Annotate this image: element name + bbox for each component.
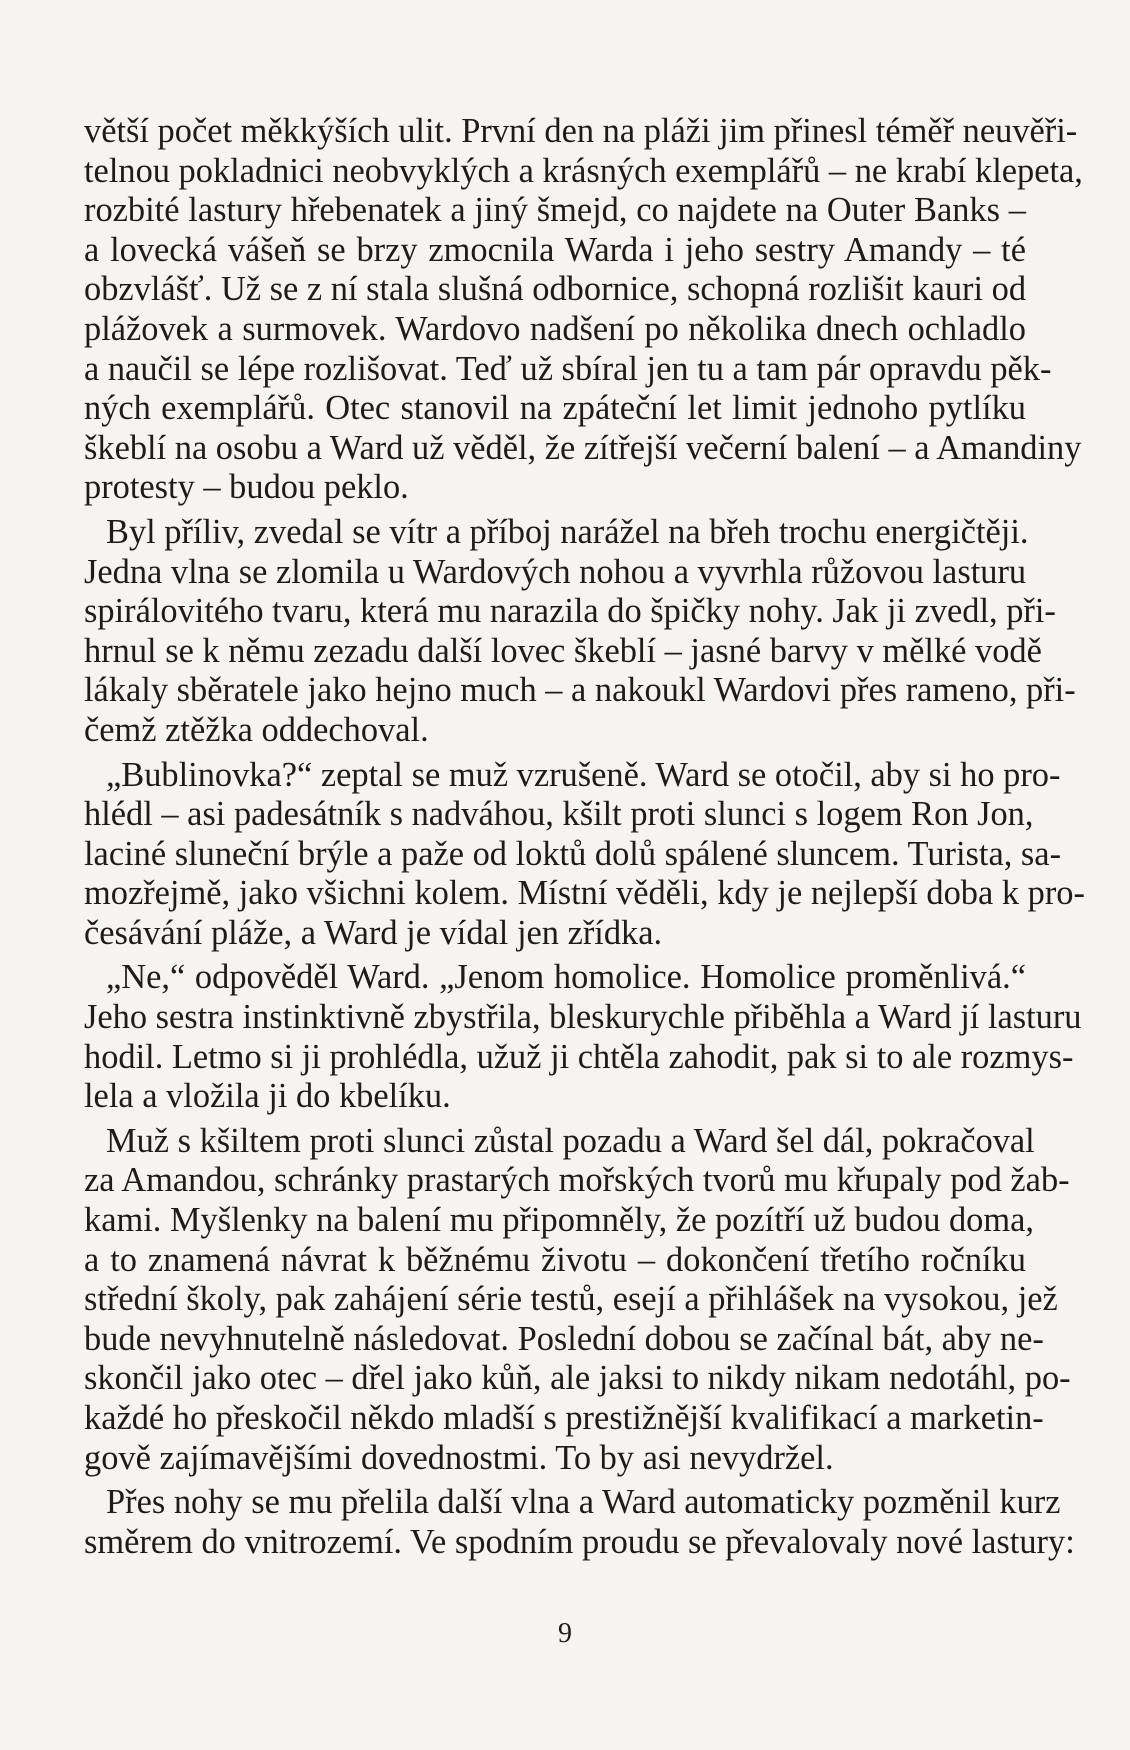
text-line: spirálovitého tvaru, která mu narazila do špičky nohy. Jak ji zvedl, při- <box>84 592 1056 631</box>
text-line: střední školy, pak zahájení série testů, esejí a přihlášek na vysokou, jež <box>84 1280 1058 1319</box>
text-line: Přes nohy se mu přelila další vlna a Ward automaticky pozměnil kurz <box>106 1483 1061 1522</box>
text-line: obzvlášť. Už se z ní stala slušná odbornice, schopná rozlišit kauri od <box>84 270 1027 309</box>
paragraph <box>84 1121 1071 1478</box>
text-line: a to znamená návrat k běžnému životu – dokončení třetího ročníku <box>84 1240 1026 1279</box>
text-line: každé ho přeskočil někdo mladší s prestižnější kvalifikací a marketin- <box>84 1399 1044 1437</box>
text-line: rozbité lastury hřebenatek a jiný šmejd, co najdete na Outer Banks – <box>84 191 1026 230</box>
text-line: hlédl – asi padesátník s nadváhou, kšilt proti slunci s logem Ron Jon, <box>84 795 1034 834</box>
text-line: telnou pokladnici neobvyklých a krásných exemplářů – ne krabí klepeta, <box>84 151 1083 190</box>
text-line: mozřejmě, jako všichni kolem. Místní věděli, kdy je nejlepší doba k pro- <box>84 874 1085 913</box>
text-line: hodil. Letmo si ji prohlédla, užuž ji chtěla zahodit, pak si to ale rozmys- <box>84 1037 1074 1076</box>
text-line: plážovek a surmovek. Wardovo nadšení po několika dnech ochladlo <box>84 309 1026 348</box>
text-line: za Amandou, schránky prastarých mořských tvorů mu křupaly pod žab- <box>84 1161 1070 1200</box>
text-line: protesty – budou peklo. <box>84 468 409 507</box>
text-line: „Ne,“ odpověděl Ward. „Jenom homolice. Homolice proměnlivá.“ <box>106 958 1026 997</box>
paragraph <box>84 1483 1075 1562</box>
text-line: Muž s kšiltem proti slunci zůstal pozadu a Ward šel dál, pokračoval <box>106 1121 1035 1160</box>
text-line: kami. Myšlenky na balení mu připomněly, že pozítří už budou doma, <box>84 1201 1034 1240</box>
text-line: ných exemplářů. Otec stanovil na zpáteční let limit jednoho pytlíku <box>84 389 1026 428</box>
text-line: česávání pláže, a Ward je vídal jen zřídka. <box>84 913 663 952</box>
paragraph <box>84 755 1085 954</box>
text-line: hrnul se k němu zezadu další lovec škeblí – jasné barvy v mělké vodě <box>84 631 1042 670</box>
page-number: 9 <box>558 1618 572 1649</box>
text-line: čemž ztěžka oddechoval. <box>84 710 429 749</box>
paragraph <box>84 958 1082 1116</box>
text-line: bude nevyhnutelně následovat. Poslední dobou se začínal bát, aby ne- <box>84 1319 1044 1358</box>
text-line: větší počet měkkýších ulit. První den na pláži jim přinesl téměř neuvěři- <box>84 112 1078 150</box>
text-line: skončil jako otec – dřel jako kůň, ale jaksi to nikdy nikam nedotáhl, po- <box>84 1359 1071 1398</box>
text-line: a lovecká vášeň se brzy zmocnila Warda i jeho sestry Amandy – té <box>84 230 1026 269</box>
paragraph <box>84 512 1076 751</box>
text-line: směrem do vnitrozemí. Ve spodním proudu se převalovaly nové lastury: <box>84 1522 1075 1561</box>
text-line: Jedna vlna se zlomila u Wardových nohou a vyvrhla růžovou lasturu <box>84 552 1027 591</box>
paragraph <box>84 112 1083 508</box>
text-line: gově zajímavějšími dovednostmi. To by asi nevydržel. <box>84 1438 834 1477</box>
body-text <box>84 112 1085 1562</box>
text-line: Jeho sestra instinktivně zbystřila, bleskurychle přiběhla a Ward jí lasturu <box>84 998 1082 1037</box>
text-line: škeblí na osobu a Ward už věděl, že zítřejší večerní balení – a Amandiny <box>84 428 1082 467</box>
text-line: laciné sluneční brýle a paže od loktů dolů spálené sluncem. Turista, sa- <box>84 834 1062 873</box>
text-line: Byl příliv, zvedal se vítr a příboj narážel na břeh trochu energičtěji. <box>106 512 1029 551</box>
text-line: lákaly sběratele jako hejno much – a nakoukl Wardovi přes rameno, při- <box>84 671 1076 710</box>
text-line: a naučil se lépe rozlišovat. Teď už sbíral jen tu a tam pár opravdu pěk- <box>84 349 1052 388</box>
text-line: lela a vložila ji do kbelíku. <box>84 1077 451 1116</box>
text-line: „Bublinovka?“ zeptal se muž vzrušeně. Ward se otočil, aby si ho pro- <box>106 755 1061 794</box>
